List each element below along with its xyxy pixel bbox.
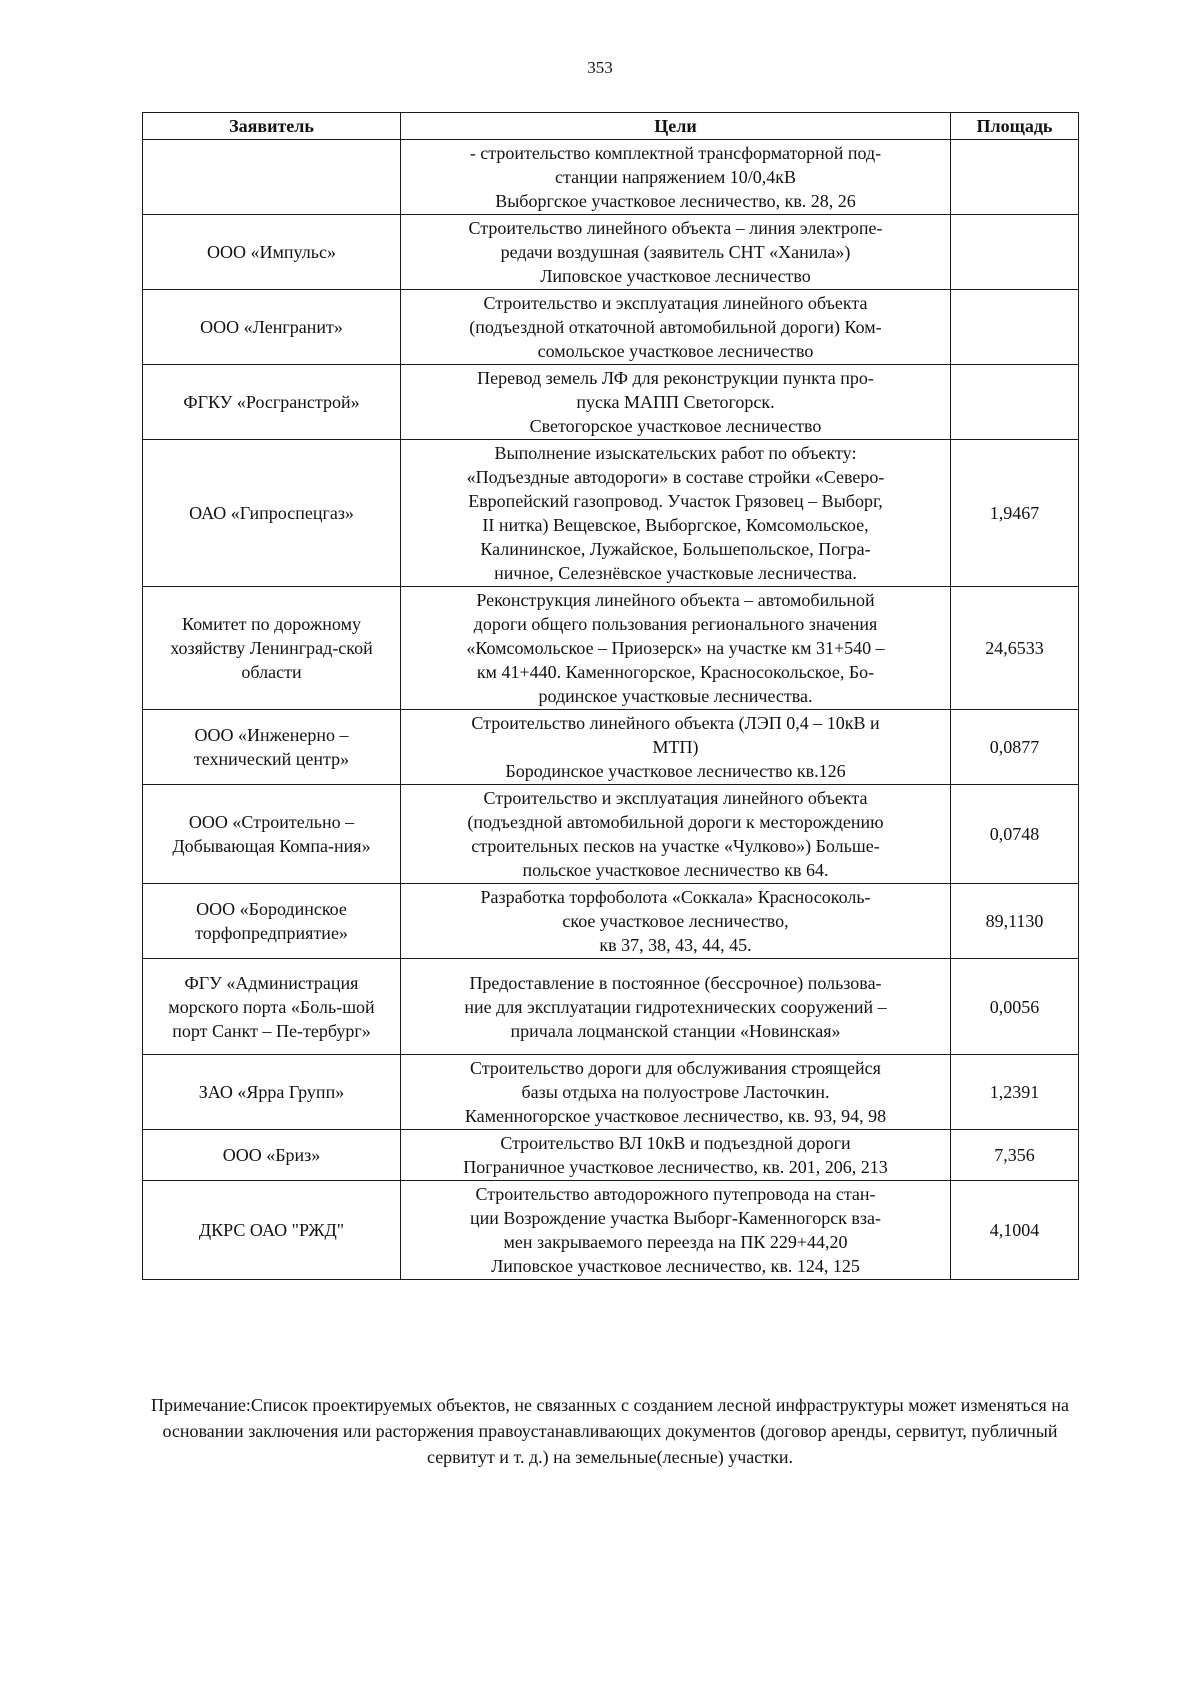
purpose-cell bbox=[401, 290, 951, 365]
purpose-line: сомольское участковое лесничество bbox=[537, 341, 814, 361]
purpose-cell bbox=[401, 785, 951, 884]
area-cell bbox=[951, 365, 1079, 440]
applicant-cell: Комитет по дорожному хозяйству Ленинград-ской области bbox=[143, 587, 401, 710]
area-cell: 24,6533 bbox=[951, 587, 1079, 710]
applicant-cell: ООО «Бородинское торфопредприятие» bbox=[143, 884, 401, 959]
purpose-cell bbox=[401, 959, 951, 1055]
header-purpose: Цели bbox=[401, 113, 951, 140]
purpose-line: Строительство дороги для обслуживания строящейся bbox=[470, 1058, 881, 1078]
page-number: 353 bbox=[587, 58, 613, 77]
purpose-line: - строительство комплектной трансформаторной под- bbox=[469, 143, 882, 163]
purpose-line: Калининское, Лужайское, Большепольское, Погра- bbox=[480, 539, 871, 559]
purpose-line: «Подъездные автодороги» в составе стройки «Северо- bbox=[466, 467, 885, 487]
purpose-line: «Комсомольское – Приозерск» на участке км 31+540 – bbox=[466, 638, 885, 658]
purpose-line: Европейский газопровод. Участок Грязовец – Выборг, bbox=[468, 491, 883, 511]
table-row bbox=[143, 290, 1079, 365]
applicant-cell bbox=[143, 140, 401, 215]
table-row bbox=[143, 365, 1079, 440]
purpose-cell bbox=[401, 710, 951, 785]
purpose-line: Каменногорское участковое лесничество, кв. 93, 94, 98 bbox=[464, 1106, 887, 1126]
table-row bbox=[143, 710, 1079, 785]
applicant-cell: ООО «Ленгранит» bbox=[143, 290, 401, 365]
area-cell: 89,1130 bbox=[951, 884, 1079, 959]
table-row bbox=[143, 1130, 1079, 1181]
purpose-cell bbox=[401, 1181, 951, 1280]
table-row bbox=[143, 1181, 1079, 1280]
purpose-line: ции Возрождение участка Выборг-Каменногорск вза- bbox=[469, 1208, 882, 1228]
area-cell: 4,1004 bbox=[951, 1181, 1079, 1280]
table-row bbox=[143, 215, 1079, 290]
objects-table bbox=[142, 112, 1079, 1280]
applicant-cell: ООО «Строительно – Добывающая Компа-ния» bbox=[143, 785, 401, 884]
area-cell: 1,9467 bbox=[951, 440, 1079, 587]
purpose-line: кв 37, 38, 43, 44, 45. bbox=[599, 935, 752, 955]
purpose-line: Пограничное участковое лесничество, кв. 201, 206, 213 bbox=[463, 1157, 888, 1177]
area-cell bbox=[951, 290, 1079, 365]
purpose-line: Строительство и эксплуатация линейного объекта bbox=[483, 788, 868, 808]
purpose-line: ничное, Селезнёвское участковые лесничества. bbox=[494, 563, 857, 583]
applicant-cell: ООО «Бриз» bbox=[143, 1130, 401, 1181]
purpose-cell bbox=[401, 1130, 951, 1181]
purpose-line: Липовское участковое лесничество, кв. 124, 125 bbox=[491, 1256, 860, 1276]
area-cell: 0,0056 bbox=[951, 959, 1079, 1055]
purpose-line: родинское участковые лесничества. bbox=[538, 686, 813, 706]
area-cell: 0,0748 bbox=[951, 785, 1079, 884]
purpose-line: МТП) bbox=[652, 737, 699, 757]
purpose-line: Реконструкция линейного объекта – автомобильной bbox=[476, 590, 875, 610]
purpose-line: Выполнение изыскательских работ по объекту: bbox=[494, 443, 857, 463]
purpose-line: ское участковое лесничество, bbox=[562, 911, 789, 931]
purpose-line: Строительство ВЛ 10кВ и подъездной дороги bbox=[500, 1133, 851, 1153]
applicant-cell: ООО «Импульс» bbox=[143, 215, 401, 290]
area-cell bbox=[951, 140, 1079, 215]
purpose-line: Строительство и эксплуатация линейного объекта bbox=[483, 293, 868, 313]
purpose-line: Предоставление в постоянное (бессрочное) пользова- bbox=[469, 972, 882, 993]
purpose-line: Липовское участковое лесничество bbox=[540, 266, 811, 286]
purpose-line: дороги общего пользования регионального значения bbox=[473, 614, 878, 634]
purpose-cell bbox=[401, 1055, 951, 1130]
table-row bbox=[143, 785, 1079, 884]
purpose-line: причала лоцманской станции «Новинская» bbox=[510, 1020, 841, 1041]
table-body bbox=[143, 140, 1079, 1280]
purpose-cell bbox=[401, 587, 951, 710]
purpose-line: Светогорское участковое лесничество bbox=[529, 416, 822, 436]
purpose-line: Разработка торфоболота «Соккала» Красносоколь- bbox=[480, 887, 871, 907]
purpose-line: редачи воздушная (заявитель СНТ «Ханила») bbox=[500, 242, 851, 262]
header-area: Площадь bbox=[951, 113, 1079, 140]
table-row bbox=[143, 587, 1079, 710]
objects-table-container bbox=[142, 112, 1078, 1280]
purpose-line: мен закрываемого переезда на ПК 229+44,20 bbox=[503, 1232, 848, 1252]
purpose-cell bbox=[401, 440, 951, 587]
area-cell: 1,2391 bbox=[951, 1055, 1079, 1130]
footnote: Примечание:Список проектируемых объектов, не связанных с созданием лесной инфраструктуры может изменяться на основании заключения или расторжения правоустанавливающих документов (договор аренды, сервитут, публичный сервитут и т. д.) на земельные(лесные) участки. bbox=[151, 1395, 1069, 1467]
purpose-cell bbox=[401, 215, 951, 290]
purpose-cell bbox=[401, 884, 951, 959]
purpose-line: (подъездной откаточной автомобильной дороги) Ком- bbox=[469, 317, 882, 337]
purpose-line: Бородинское участковое лесничество кв.126 bbox=[505, 761, 846, 781]
table-row bbox=[143, 440, 1079, 587]
purpose-line: базы отдыха на полуострове Ласточкин. bbox=[521, 1082, 830, 1102]
purpose-line: станции напряжением 10/0,4кВ bbox=[555, 167, 796, 187]
purpose-cell bbox=[401, 365, 951, 440]
header-applicant: Заявитель bbox=[143, 113, 401, 140]
applicant-cell: ОАО «Гипроспецгаз» bbox=[143, 440, 401, 587]
table-header-row bbox=[143, 113, 1079, 140]
table-row bbox=[143, 140, 1079, 215]
purpose-line: Перевод земель ЛФ для реконструкции пункта про- bbox=[477, 368, 874, 388]
purpose-line: ние для эксплуатации гидротехнических сооружений – bbox=[464, 996, 887, 1017]
purpose-line: Строительство автодорожного путепровода на стан- bbox=[475, 1184, 876, 1204]
applicant-cell: ДКРС ОАО "РЖД" bbox=[143, 1181, 401, 1280]
area-cell: 7,356 bbox=[951, 1130, 1079, 1181]
table-row bbox=[143, 884, 1079, 959]
purpose-cell bbox=[401, 140, 951, 215]
purpose-line: Строительство линейного объекта (ЛЭП 0,4 – 10кВ и bbox=[471, 713, 880, 733]
applicant-cell: ЗАО «Ярра Групп» bbox=[143, 1055, 401, 1130]
purpose-line: пуска МАПП Светогорск. bbox=[576, 392, 775, 412]
purpose-line: Выборгское участковое лесничество, кв. 28, 26 bbox=[495, 191, 856, 211]
purpose-line: (подъездной автомобильной дороги к месторождению bbox=[467, 812, 884, 832]
purpose-line: км 41+440. Каменногорское, Красносокольское, Бо- bbox=[476, 662, 875, 682]
applicant-cell: ООО «Инженерно – технический центр» bbox=[143, 710, 401, 785]
table-row bbox=[143, 959, 1079, 1055]
applicant-cell: ФГУ «Администрация морского порта «Боль-шой порт Санкт – Пе-тербург» bbox=[143, 959, 401, 1055]
purpose-line: II нитка) Вещевское, Выборгское, Комсомольское, bbox=[482, 515, 869, 535]
table-row bbox=[143, 1055, 1079, 1130]
area-cell: 0,0877 bbox=[951, 710, 1079, 785]
purpose-line: Строительство линейного объекта – линия электропе- bbox=[468, 218, 883, 238]
purpose-line: польское участковое лесничество кв 64. bbox=[522, 860, 829, 880]
purpose-line: строительных песков на участке «Чулково») Больше- bbox=[471, 836, 880, 856]
area-cell bbox=[951, 215, 1079, 290]
applicant-cell: ФГКУ «Росгранстрой» bbox=[143, 365, 401, 440]
